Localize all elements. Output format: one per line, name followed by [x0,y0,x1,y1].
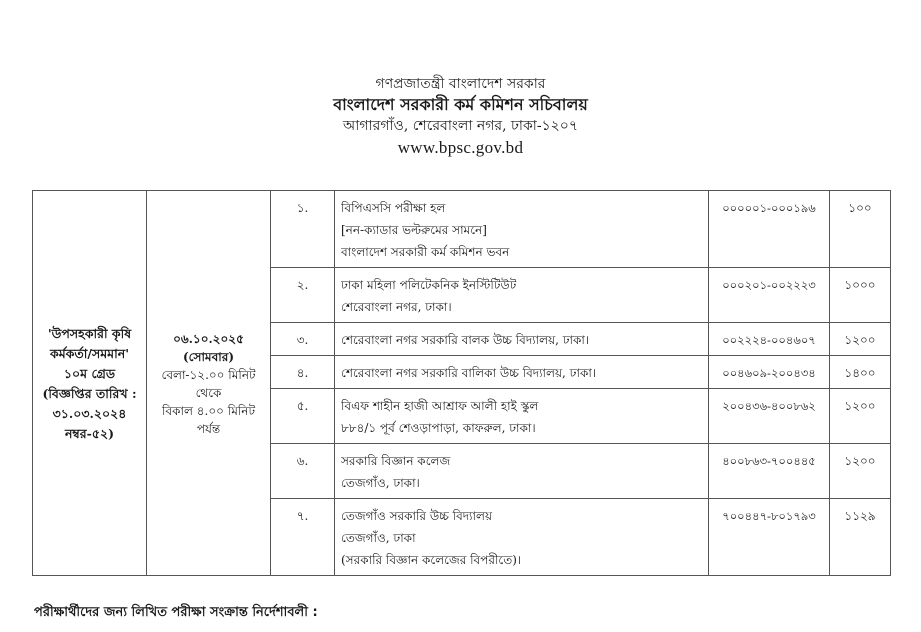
venue-roll-range: ০০২২২৪-০০৪৬০৭ [709,323,830,356]
venue-roll-range: ৪০০৮৬৩-৭০০৪৪৫ [709,444,830,499]
government-title: গণপ্রজাতন্ত্রী বাংলাদেশ সরকার [375,76,546,92]
exam-date-cell: ০৬.১০.২০২৫ (সোমবার) বেলা-১২.০০ মিনিট থেকে বিকাল ৪.০০ মিনিট পর্যন্ত [147,191,271,576]
venue-name: তেজগাঁও সরকারি উচ্চ বিদ্যালয় তেজগাঁও, ঢাকা (সরকারি বিজ্ঞান কলেজের বিপরীতে)। [335,499,709,576]
venue-name: শেরেবাংলা নগর সরকারি বালিকা উচ্চ বিদ্যালয়, ঢাকা। [335,356,709,389]
venue-serial: ১. [271,191,335,268]
venue-serial: ৪. [271,356,335,389]
venue-name: শেরেবাংলা নগর সরকারি বালক উচ্চ বিদ্যালয়, ঢাকা। [335,323,709,356]
venue-serial: ৬. [271,444,335,499]
venue-name: বিপিএসসি পরীক্ষা হল [নন-ক্যাডার ভল্টরুমের সামনে] বাংলাদেশ সরকারী কর্ম কমিশন ভবন [335,191,709,268]
commission-website: www.bpsc.gov.bd [397,138,524,157]
venue-count: ১২০০ [830,323,891,356]
post-info-cell: 'উপসহকারী কৃষি কর্মকর্তা/সমমান' ১০ম গ্রেড (বিজ্ঞপ্তির তারিখ : ৩১.০৩.২০২৪ নম্বর-৫২) [33,191,147,576]
venue-count: ১৪০০ [830,356,891,389]
venue-roll-range: ০০০২০১-০০২২২৩ [709,268,830,323]
venue-name: ঢাকা মহিলা পলিটেকনিক ইনস্টিটিউট শেরেবাংলা নগর, ঢাকা। [335,268,709,323]
venue-count: ১২০০ [830,389,891,444]
document-header [0,74,921,160]
venue-roll-range: ০০০০০১-০০০১৯৬ [709,191,830,268]
venue-serial: ২. [271,268,335,323]
commission-title: বাংলাদেশ সরকারী কর্ম কমিশন সচিবালয় [333,95,588,114]
table-row [33,191,891,268]
venue-serial: ৩. [271,323,335,356]
venue-serial: ৭. [271,499,335,576]
instructions-title: পরীক্ষার্থীদের জন্য লিখিত পরীক্ষা সংক্রান্ত নির্দেশাবলী : [34,605,318,620]
venue-roll-range: ৭০০৪৪৭-৮০১৭৯৩ [709,499,830,576]
venue-serial: ৫. [271,389,335,444]
venue-roll-range: ০০৪৬০৯-২০০৪৩৪ [709,356,830,389]
venue-count: ১০০০ [830,268,891,323]
venue-count: ১২০০ [830,444,891,499]
exam-venue-table [32,190,891,576]
venue-count: ১০০ [830,191,891,268]
commission-address: আগারগাঁও, শেরেবাংলা নগর, ঢাকা-১২০৭ [343,118,578,134]
venue-roll-range: ২০০৪৩৬-৪০০৮৬২ [709,389,830,444]
venue-name: সরকারি বিজ্ঞান কলেজ তেজগাঁও, ঢাকা। [335,444,709,499]
venue-name: বিএফ শাহীন হাজী আশ্রাফ আলী হাই স্কুল ৮৮৪/১ পূর্ব শেওড়াপাড়া, কাফরুল, ঢাকা। [335,389,709,444]
venue-count: ১১২৯ [830,499,891,576]
